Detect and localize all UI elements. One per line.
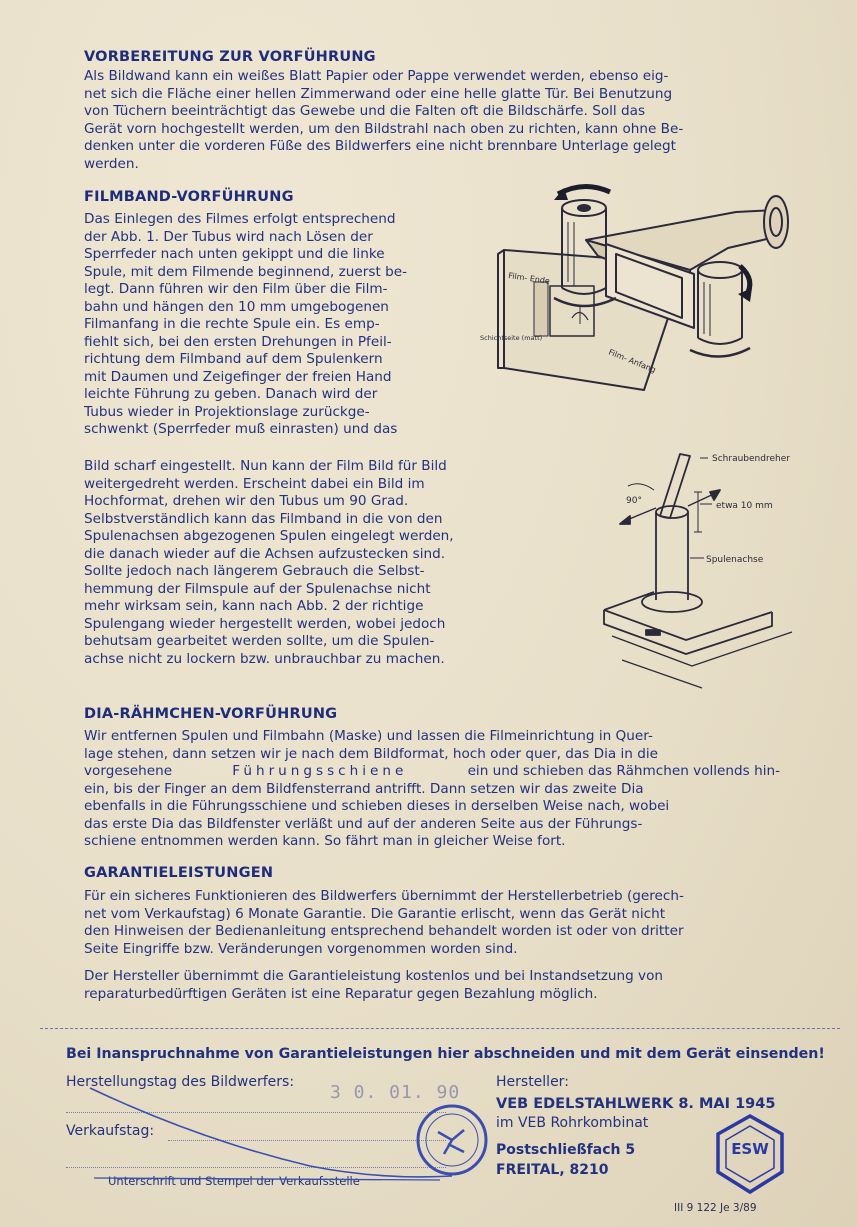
text-line: die danach wieder auf die Achsen aufzustecken sind. (84, 545, 446, 562)
ort: FREITAL, 8210 (496, 1162, 609, 1178)
print-code: III 9 122 Je 3/89 (674, 1202, 757, 1214)
heading-dia: DIA-RÄHMCHEN-VORFÜHRUNG (84, 706, 338, 722)
heading-garantie: GARANTIELEISTUNGEN (84, 865, 274, 881)
text-line: Sperrfeder nach unten gekippt und die linke (84, 246, 385, 262)
text-line: net vom Verkaufstag) 6 Monate Garantie. Die Garantie erlischt, wenn das Gerät nicht (84, 905, 666, 922)
text-line: Sollte jedoch nach längerem Gebrauch die Selbst- (84, 563, 425, 579)
text-line: Hochformat, drehen wir den Tubus um 90 Grad. (84, 493, 409, 509)
cut-line (40, 1028, 840, 1029)
esw-logo (712, 1112, 788, 1196)
text-line: Selbstverständlich kann das Filmband in die von den (84, 510, 443, 527)
paragraph-garantie-1 (84, 888, 780, 958)
text-line: Seite Eingriffe bzw. Veränderungen vorgenommen worden sind. (84, 940, 518, 957)
label-schraubendreher: Schraubendreher (712, 454, 790, 464)
text-line: lage stehen, dann setzen wir je nach dem Bildformat, hoch oder quer, das Dia in die (84, 745, 658, 762)
hersteller-name: VEB EDELSTAHLWERK 8. MAI 1945 (496, 1096, 776, 1112)
signature-stamp-marks (60, 1080, 500, 1200)
text-line: ein, bis der Finger an dem Bildfensterrand antrifft. Dann setzen wir das zweite Dia (84, 780, 644, 797)
label-spulenachse: Spulenachse (706, 555, 764, 565)
heading-filmband: FILMBAND-VORFÜHRUNG (84, 189, 294, 205)
text-line: den Hinweisen der Bedienanleitung entsprechend behandelt worden ist oder von dritter (84, 923, 684, 939)
postfach: Postschließfach 5 (496, 1142, 636, 1158)
text-line: ebenfalls in die Führungsschiene und schieben dieses in derselben Weise nach, wobei (84, 798, 670, 814)
text-line: Als Bildwand kann ein weißes Blatt Papier oder Pappe verwendet werden, ebenso eig- (84, 68, 669, 84)
text-line: mehr wirksam sein, kann nach Abb. 2 der richtige (84, 598, 424, 614)
text-line: net sich die Fläche einer hellen Zimmerwand oder eine helle glatte Tür. Bei Benutzung (84, 85, 673, 102)
text-line: der Abb. 1. Der Tubus wird nach Lösen der (84, 228, 373, 245)
paragraph-filmband-narrow (84, 211, 458, 439)
label-film-anfang: Film- Anfang (607, 347, 658, 375)
text-line: fiehlt sich, bei den ersten Drehungen in Pfeil- (84, 333, 392, 350)
text-line: mit Daumen und Zeigefinger der freien Hand (84, 368, 392, 385)
text-line: Der Hersteller übernimmt die Garantieleistung kostenlos und bei Instandsetzung von (84, 968, 664, 984)
text-line: von Tüchern beeinträchtigt das Gewebe und die Falten oft die Bildschärfe. Soll das (84, 103, 646, 119)
text-line: Gerät vorn hochgestellt werden, um den Bildstrahl nach oben zu richten, kann ohne Be- (84, 120, 684, 137)
text-fragment: vorgesehene (84, 763, 173, 779)
text-line (84, 763, 780, 781)
verkaufstag-label: Verkaufstag: (66, 1123, 155, 1139)
hersteller-label: Hersteller: (496, 1074, 569, 1090)
herstellungstag-label: Herstellungstag des Bildwerfers: (66, 1074, 295, 1090)
label-schichtseite: Schichtseite (matt) (480, 334, 543, 342)
text-line: Tubus wieder in Projektionslage zurückge- (84, 403, 370, 420)
label-angle: 90° (626, 496, 642, 506)
unterschrift-label: Unterschrift und Stempel der Verkaufsstelle (108, 1174, 360, 1188)
text-line: denken unter die vorderen Füße des Bildwerfers eine nicht brennbare Unterlage gelegt (84, 138, 676, 154)
paragraph-dia (84, 728, 780, 851)
text-line: Spulengang wieder hergestellt werden, wobei jedoch (84, 615, 446, 632)
paragraph-garantie-2 (84, 968, 780, 1003)
text-line: werden. (84, 155, 139, 172)
text-line: schiene entnommen werden kann. So fährt man in gleicher Weise fort. (84, 833, 566, 849)
text-line: Wir entfernen Spulen und Filmbahn (Maske) und lassen die Filmeinrichtung in Quer- (84, 728, 653, 744)
text-line: das erste Dia das Bildfenster verläßt und auf der anderen Seite aus der Führungs- (84, 815, 643, 832)
text-line: Für ein sicheres Funktionieren des Bildwerfers übernimmt der Herstellerbetrieb (gerech- (84, 888, 684, 904)
paragraph-vorbereitung (84, 68, 780, 173)
paragraph-filmband-wide (84, 458, 512, 668)
text-line: legt. Dann führen wir den Film über die Film- (84, 281, 388, 297)
text-line: behutsam gearbeitet werden sollte, um die Spulen- (84, 633, 435, 649)
text-line: Spule, mit dem Filmende beginnend, zuerst be- (84, 263, 408, 280)
text-line: richtung dem Filmband auf dem Spulenkern (84, 351, 383, 367)
coupon-instruction: Bei Inanspruchnahme von Garantieleistungen hier abschneiden und mit dem Gerät einsenden! (66, 1046, 825, 1062)
text-line: Spulenachsen abgezogenen Spulen eingelegt werden, (84, 528, 454, 544)
label-film-ende: Film- Ende (507, 271, 551, 286)
text-line: Das Einlegen des Filmes erfolgt entsprechend (84, 211, 396, 227)
text-line: Filmanfang in die rechte Spule ein. Es emp- (84, 316, 380, 332)
logo-lettering: ESW (731, 1140, 769, 1158)
text-line: schwenkt (Sperrfeder muß einrasten) und das (84, 421, 398, 437)
text-line: bahn und hängen den 10 mm umgebogenen (84, 298, 389, 315)
label-etwa-10mm: etwa 10 mm (716, 501, 773, 511)
figure-spool-axle (592, 446, 814, 696)
text-line: reparaturbedürftigen Geräten ist eine Reparatur gegen Bezahlung möglich. (84, 985, 598, 1002)
text-line: Bild scharf eingestellt. Nun kann der Film Bild für Bild (84, 458, 447, 474)
text-line: achse nicht zu lockern bzw. unbrauchbar zu machen. (84, 650, 445, 667)
text-line: leichte Führung zu geben. Danach wird der (84, 386, 378, 402)
heading-vorbereitung: VORBEREITUNG ZUR VORFÜHRUNG (84, 49, 376, 65)
text-line: hemmung der Filmspule auf der Spulenachse nicht (84, 580, 431, 597)
text-fragment: ein und schieben das Rähmchen vollends hin- (467, 763, 780, 779)
herstellungstag-stamp: 3 0. 01. 90 (330, 1082, 461, 1103)
text-line: weitergedreht werden. Erscheint dabei ein Bild im (84, 475, 425, 492)
hersteller-kombinat: im VEB Rohrkombinat (496, 1115, 649, 1131)
text-spaced-term: Führungsschiene (232, 763, 408, 779)
figure-film-threading (476, 178, 816, 400)
